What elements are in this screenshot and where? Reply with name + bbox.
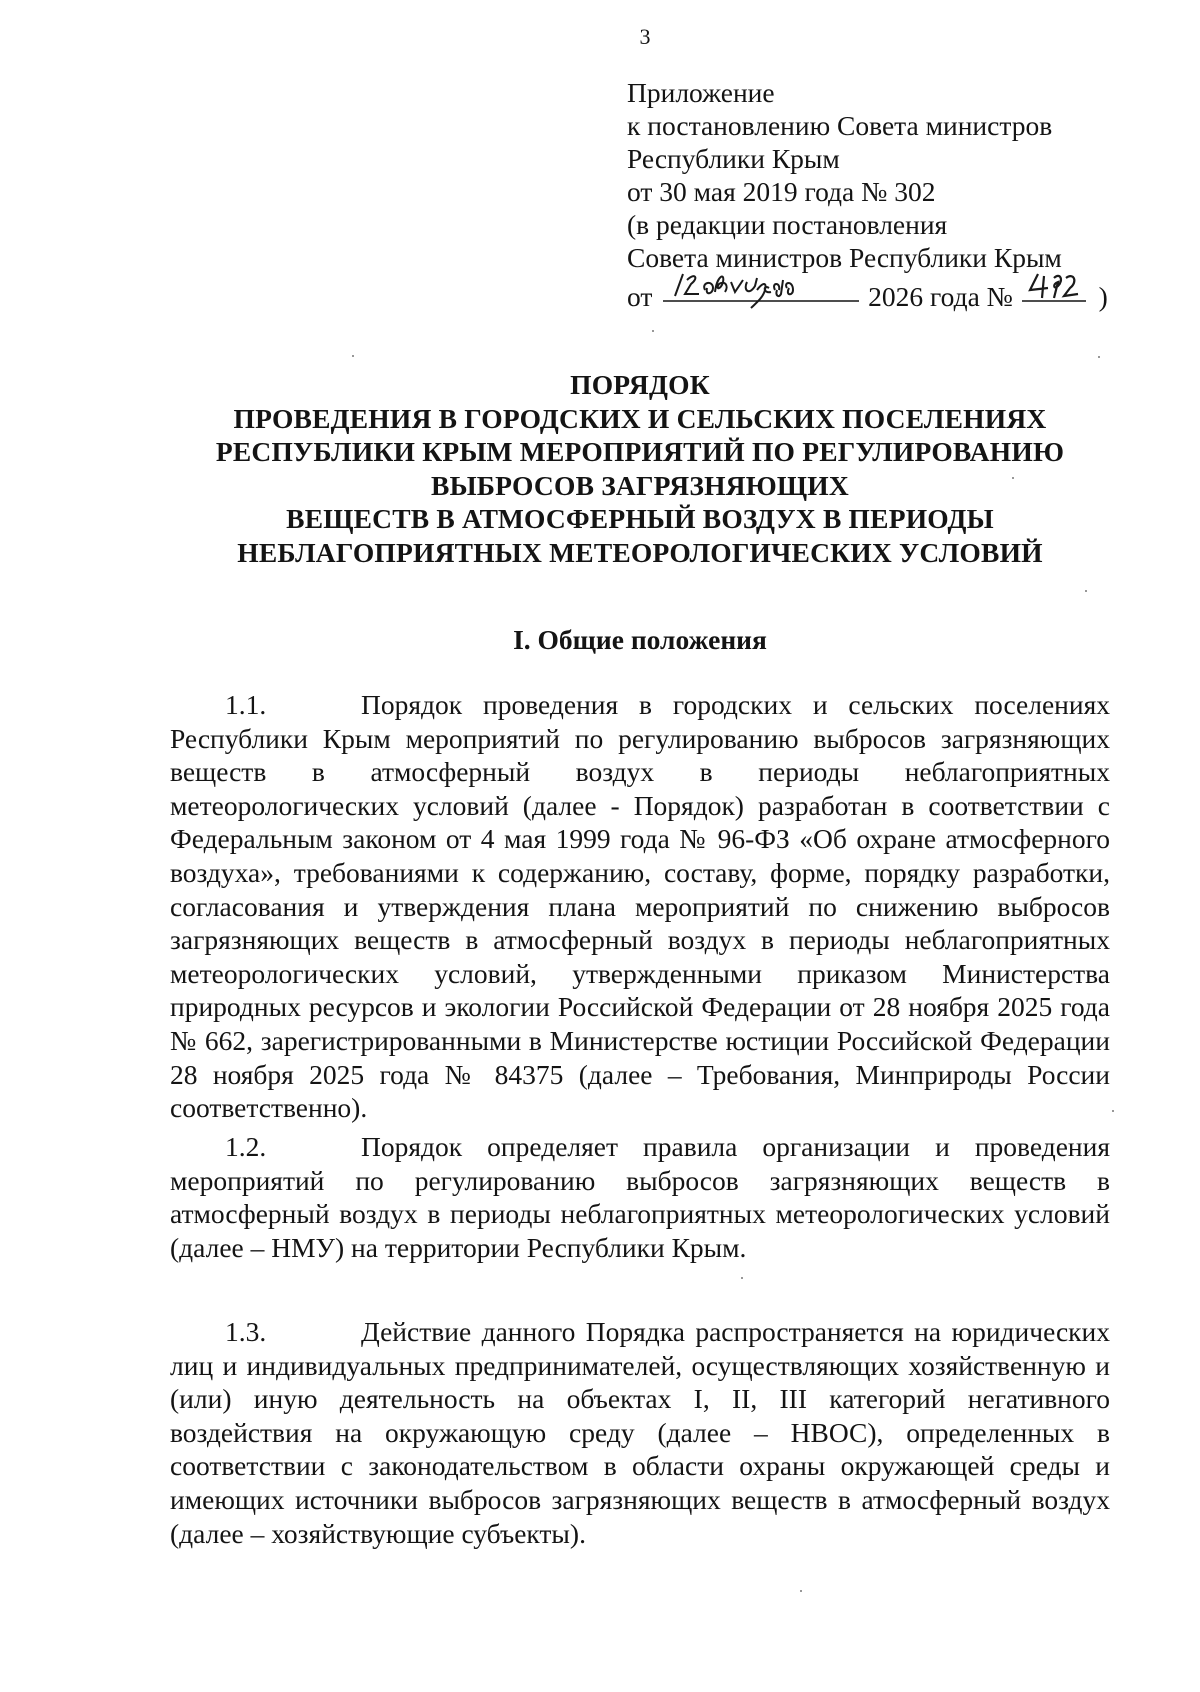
paragraph-number: 1.3. <box>225 1316 267 1347</box>
title-line: НЕБЛАГОПРИЯТНЫХ МЕТЕОРОЛОГИЧЕСКИХ УСЛОВИЙ <box>237 536 1043 568</box>
date-prefix: от <box>627 281 653 312</box>
paragraph-text: Порядок проведения в городских и сельских поселениях Республики Крым мероприятий по регулированию выбросов загрязняющих веществ в атмосферный воздух в периоды неблагоприятных метеорологических условий (далее - Порядок) разработан в соответствии с Федеральным законом от 4 мая 1999 года № 96-ФЗ «Об охране атмосферного воздуха», требованиями к содержанию, составу, форме, порядку разработки, согласования и утверждения плана мероприятий по снижению выбросов загрязняющих веществ в атмосферный воздух в периоды неблагоприятных метеорологических условий, утвержденными приказом Министерства природных ресурсов и экологии Российской Федерации от 28 ноября 2025 года № 662, зарегистрированными в Министерстве юстиции Российской Федерации 28 ноября 2025 года № 84375 (далее – Требования, Минприроды России соответственно). <box>170 689 1110 1124</box>
page-number: 3 <box>639 24 651 49</box>
appendix-line: Приложение <box>627 77 775 108</box>
document-title <box>170 368 1110 569</box>
title-line: ВЫБРОСОВ ЗАГРЯЗНЯЮЩИХ <box>431 469 849 501</box>
title-line: ПОРЯДОК <box>570 369 710 400</box>
scan-speck <box>1112 1110 1114 1112</box>
appendix-line: от 30 мая 2019 года № 302 <box>627 176 936 207</box>
scan-speck <box>741 1277 743 1279</box>
scan-speck <box>652 330 654 332</box>
appendix-line: к постановлению Совета министров <box>627 110 1053 141</box>
paragraph-text: Действие данного Порядка распространяется на юридических лиц и индивидуальных предпринимателей, осуществляющих хозяйственную и (или) иную деятельность на объектах I, II, III категорий негативного воздействия на окружающую среду (далее – НВОС), определенных в соответствии с законодательством в области охраны окружающей среды и имеющих источники выбросов загрязняющих веществ в атмосферный воздух (далее – хозяйствующие субъекты). <box>170 1316 1110 1549</box>
appendix-line: (в редакции постановления <box>627 209 948 240</box>
paragraph <box>170 1130 1110 1264</box>
title-line: РЕСПУБЛИКИ КРЫМ МЕРОПРИЯТИЙ ПО РЕГУЛИРОВАНИЮ <box>215 436 1065 467</box>
scan-speck <box>1012 477 1014 479</box>
handwritten-number <box>1020 274 1092 306</box>
title-line: ВЕЩЕСТВ В АТМОСФЕРНЫЙ ВОЗДУХ В ПЕРИОДЫ <box>286 503 994 534</box>
paragraph <box>170 1315 1110 1550</box>
scan-speck <box>352 355 354 357</box>
date-middle: 2026 года № <box>868 281 1013 312</box>
appendix-line: Республики Крым <box>627 143 840 174</box>
title-line: ПРОВЕДЕНИЯ В ГОРОДСКИХ И СЕЛЬСКИХ ПОСЕЛЕНИЯХ <box>233 402 1047 434</box>
paragraph <box>170 688 1110 1125</box>
appendix-block <box>627 76 1147 313</box>
scan-speck <box>1098 356 1100 358</box>
paragraph-number: 1.2. <box>225 1131 267 1162</box>
paragraph-text: Порядок определяет правила организации и проведения мероприятий по регулированию выбросов загрязняющих веществ в атмосферный воздух в периоды неблагоприятных метеорологических условий (далее – НМУ) на территории Республики Крым. <box>170 1131 1110 1263</box>
appendix-line: Совета министров Республики Крым <box>627 242 1062 273</box>
date-suffix: ) <box>1098 281 1108 312</box>
scan-speck <box>800 1590 802 1592</box>
appendix-date-line <box>627 274 1147 313</box>
paragraph-number: 1.1. <box>225 689 267 720</box>
scan-speck <box>1085 590 1087 592</box>
handwritten-date <box>659 274 861 306</box>
section-heading: I. Общие положения <box>513 624 767 655</box>
